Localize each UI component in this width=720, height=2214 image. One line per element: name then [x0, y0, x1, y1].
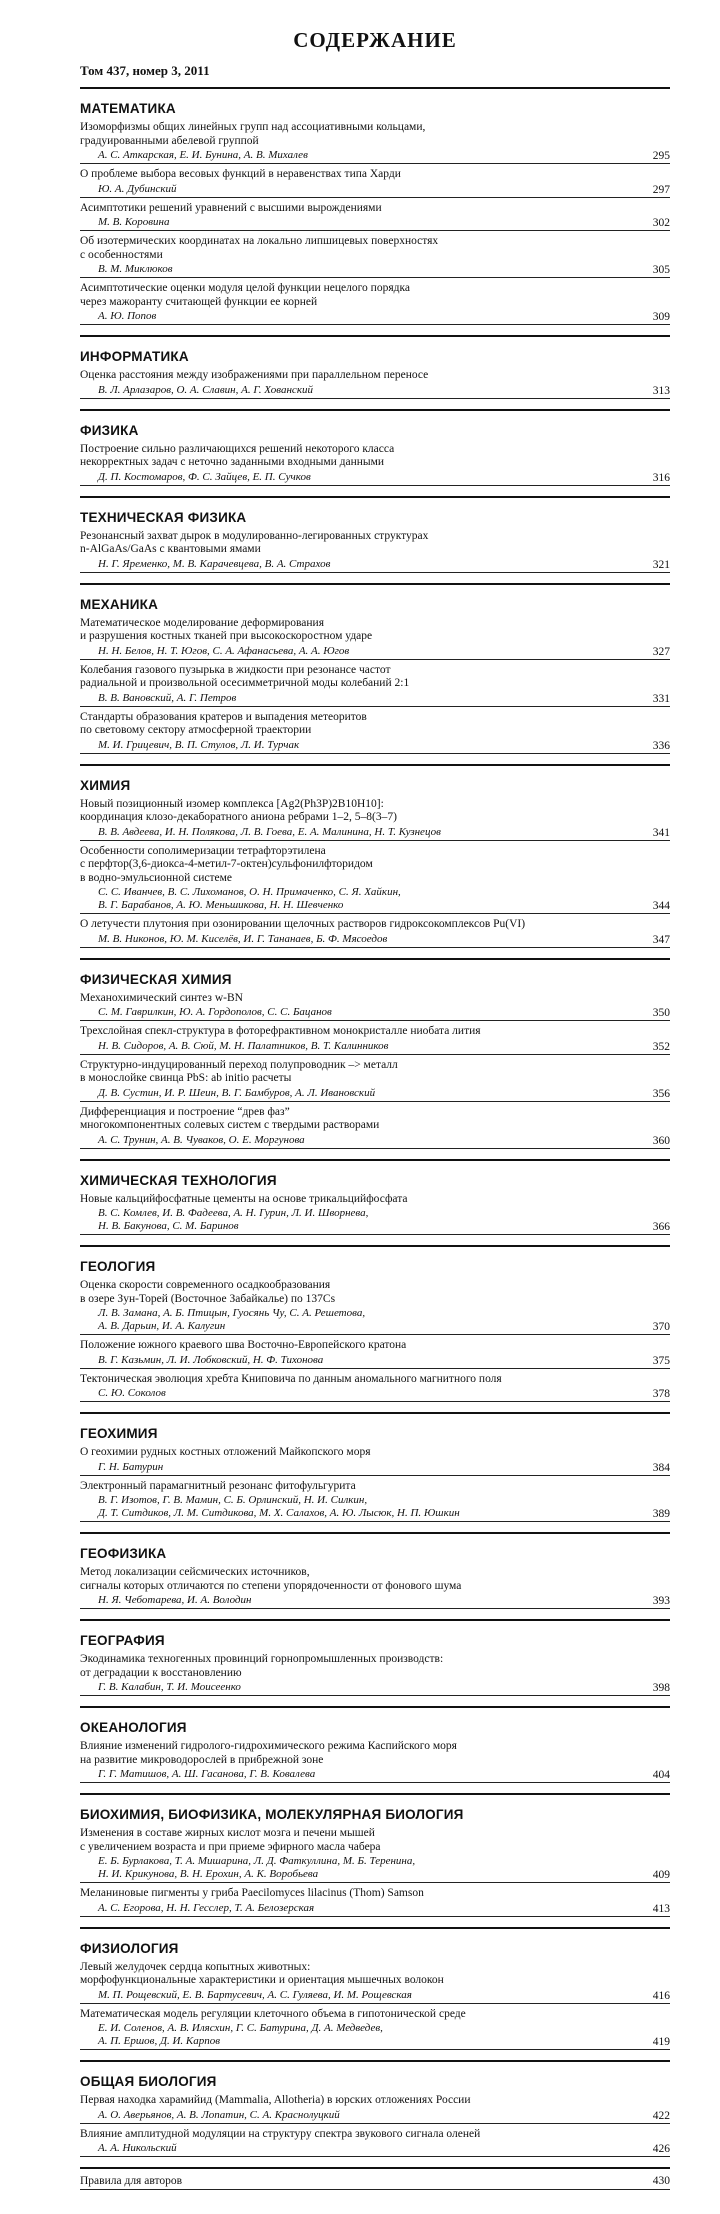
- article-page-number: 426: [652, 2143, 670, 2155]
- article-page-number: 393: [652, 1595, 670, 1607]
- article-authors: В. Г. Изотов, Г. В. Мамин, С. Б. Орлинский, Н. И. Силкин, Д. Т. Ситдиков, Л. М. Ситдикова, М. Х. Салахов, А. Ю. Лысюк, Н. П. Юшкин: [98, 1494, 460, 1519]
- article-page-number: 416: [652, 1989, 670, 2002]
- article-entry[interactable]: [80, 1653, 670, 1696]
- article-title: Влияние изменений гидролого-гидрохимического режима Каспийского моря на развитие микроводорослей в прибрежной зоне: [80, 1740, 457, 1766]
- article-entry[interactable]: [80, 1193, 670, 1236]
- authors-row: [80, 644, 670, 660]
- article-entry[interactable]: [80, 664, 670, 707]
- article-entry[interactable]: [80, 711, 670, 754]
- article-page-number: 413: [652, 1902, 670, 1915]
- article-title: Асимптотики решений уравнений с высшими вырождениями: [80, 201, 382, 214]
- article-authors: С. М. Гаврилкин, Ю. А. Гордополов, С. С. Бацанов: [98, 1006, 332, 1018]
- article-authors: В. М. Миклюков: [98, 263, 173, 275]
- page-title: СОДЕРЖАНИЕ: [293, 28, 457, 52]
- article-entry[interactable]: [80, 1025, 670, 1055]
- article-authors: С. С. Иванчев, В. С. Лихоманов, О. Н. Примаченко, С. Я. Хайкин, В. Г. Барабанов, А. Ю. Меньшикова, Н. Н. Шевченко: [98, 886, 401, 911]
- article-title: Математическое моделирование деформирования и разрушения костных тканей при высокоскоростном ударе: [80, 616, 373, 642]
- authors-row: [80, 1386, 670, 1402]
- article-page-number: 341: [652, 826, 670, 839]
- article-title: Механохимический синтез w-BN: [80, 991, 243, 1004]
- article-page-number: 360: [652, 1134, 670, 1147]
- authors-row: [80, 262, 670, 278]
- article-authors: В. В. Вановский, А. Г. Петров: [98, 691, 237, 704]
- section-title: ОКЕАНОЛОГИЯ: [80, 1720, 187, 1735]
- article-entry[interactable]: [80, 1480, 670, 1523]
- authors-row: [80, 182, 670, 198]
- section-title: МАТЕМАТИКА: [80, 101, 176, 116]
- article-page-number: 344: [652, 900, 670, 912]
- article-entry[interactable]: [80, 235, 670, 278]
- section: [80, 1161, 670, 1248]
- article-entry[interactable]: [80, 369, 670, 399]
- article-authors: В. Г. Казьмин, Л. И. Лобковский, Н. Ф. Тихонова: [98, 1353, 324, 1366]
- article-entry[interactable]: [80, 992, 670, 1022]
- article-page-number: 356: [652, 1087, 670, 1100]
- article-authors: Ю. А. Дубинский: [98, 182, 177, 195]
- section: [80, 1795, 670, 1929]
- authors-row: [80, 1039, 670, 1055]
- section-title: МЕХАНИКА: [80, 596, 159, 612]
- section-title: ГЕОФИЗИКА: [80, 1546, 167, 1561]
- authors-row: [80, 691, 670, 707]
- article-authors: М. В. Коровина: [98, 216, 170, 228]
- article-title: Дифференциация и построение “древ фаз” многокомпонентных солевых систем с твердыми растворами: [80, 1105, 380, 1131]
- article-page-number: 404: [652, 1769, 670, 1781]
- article-title: Структурно-индуцированный переход полупроводник –> металл в монослойке свинца PbS: ab initio расчеты: [80, 1058, 398, 1084]
- article-entry[interactable]: [80, 798, 670, 841]
- article-authors: Д. В. Сустин, И. Р. Шеин, В. Г. Бамбуров, А. Л. Ивановский: [98, 1086, 376, 1099]
- section: [80, 1534, 670, 1621]
- article-title: Об изотермических координатах на локально липшицевых поверхностях с особенностями: [80, 235, 439, 261]
- article-entry[interactable]: [80, 1566, 670, 1609]
- article-authors: Г. Г. Матишов, А. Ш. Гасанова, Г. В. Ковалева: [98, 1768, 316, 1780]
- article-title: Колебания газового пузырька в жидкости при резонансе частот радиальной и произвольной осесимметричной моды колебаний 2:1: [80, 663, 410, 689]
- article-authors: М. П. Рощевский, Е. В. Бартусевич, А. С. Гуляева, И. М. Рощевская: [98, 1988, 412, 2001]
- article-authors: А. С. Аткарская, Е. И. Бунина, А. В. Михалев: [98, 149, 308, 161]
- authors-row: [80, 1133, 670, 1149]
- article-title: Первая находка харамийид (Mammalia, Allotheria) в юрских отложениях России: [80, 2094, 471, 2106]
- article-page-number: 352: [652, 1040, 670, 1053]
- article-title: Влияние амплитудной модуляции на структуру спектра звукового сигнала оленей: [80, 2127, 481, 2140]
- authors-row: [80, 148, 670, 164]
- section-title: ХИМИЯ: [80, 777, 131, 793]
- article-authors: А. С. Егорова, Н. Н. Гесслер, Т. А. Белозерская: [98, 1901, 315, 1914]
- article-authors: Е. И. Соленов, А. В. Илясхин, Г. С. Батурина, Д. А. Медведев, А. П. Ершов, Д. И. Карпов: [98, 2022, 383, 2047]
- article-entry[interactable]: [80, 2128, 670, 2158]
- article-entry[interactable]: [80, 1106, 670, 1149]
- article-authors: А. А. Никольский: [98, 2142, 177, 2154]
- authors-row: [80, 470, 670, 486]
- authors-row: [80, 1680, 670, 1696]
- article-page-number: 398: [652, 1682, 670, 1694]
- article-authors: В. В. Авдеева, И. Н. Полякова, Л. В. Гоева, Е. А. Малинина, Н. Т. Кузнецов: [98, 825, 441, 838]
- section: [80, 585, 670, 766]
- section-title: ГЕОГРАФИЯ: [80, 1633, 165, 1648]
- authors-row: [80, 1086, 670, 1102]
- section: [80, 960, 670, 1161]
- article-authors: Е. Б. Бурлакова, Т. А. Мишарина, Л. Д. Фаткуллина, М. Б. Теренина, Н. И. Крикунова, В. Н. Ерохин, А. К. Воробьева: [98, 1855, 416, 1880]
- article-title: Меланиновые пигменты у гриба Paecilomyces lilacinus (Thom) Samson: [80, 1887, 424, 1899]
- article-authors: В. С. Комлев, И. В. Фадеева, А. Н. Гурин, Л. И. Шворнева, Н. В. Бакунова, С. М. Баринов: [98, 1207, 369, 1232]
- article-page-number: 313: [652, 384, 670, 397]
- article-page-number: 375: [652, 1354, 670, 1367]
- article-title: Построение сильно различающихся решений некоторого класса некорректных задач с неточно заданными входными данными: [80, 442, 395, 468]
- authors-row: [80, 1901, 670, 1917]
- section: [80, 1929, 670, 2063]
- article-page-number: 309: [652, 311, 670, 323]
- article-title: Положение южного краевого шва Восточно-Европейского кратона: [80, 1339, 407, 1351]
- article-page-number: 302: [652, 217, 670, 229]
- section: [80, 1247, 670, 1414]
- section-title: БИОХИМИЯ, БИОФИЗИКА, МОЛЕКУЛЯРНАЯ БИОЛОГИЯ: [80, 1807, 464, 1822]
- article-entry[interactable]: [80, 282, 670, 325]
- authors-row: [80, 1005, 670, 1021]
- article-title: О проблеме выбора весовых функций в неравенствах типа Харди: [80, 168, 401, 180]
- article-entry[interactable]: [80, 1373, 670, 1403]
- authors-row: [80, 1460, 670, 1476]
- article-page-number: 297: [652, 183, 670, 196]
- authors-row: [80, 825, 670, 841]
- article-entry[interactable]: [80, 530, 670, 573]
- article-entry[interactable]: [80, 918, 670, 948]
- article-page-number: 327: [652, 645, 670, 658]
- article-page-number: 370: [652, 1321, 670, 1333]
- section-title: ФИЗИОЛОГИЯ: [80, 1940, 179, 1956]
- article-authors: Н. Я. Чеботарева, И. А. Володин: [98, 1594, 252, 1606]
- section-title: ХИМИЧЕСКАЯ ТЕХНОЛОГИЯ: [80, 1172, 277, 1188]
- authors-row: [80, 2108, 670, 2124]
- authors-row: [80, 1306, 670, 1335]
- section: [80, 89, 670, 337]
- article-authors: Г. В. Калабин, Т. И. Моисеенко: [98, 1681, 241, 1693]
- authors-row: [80, 215, 670, 231]
- article-authors: М. В. Никонов, Ю. М. Киселёв, И. Г. Тананаев, Б. Ф. Мясоедов: [98, 932, 388, 945]
- article-entry[interactable]: [80, 1887, 670, 1917]
- section: [80, 1708, 670, 1795]
- article-authors: А. Ю. Попов: [98, 310, 157, 322]
- article-authors: Л. В. Замана, А. Б. Птицын, Гуосянь Чу, С. А. Решетова, А. В. Дарьин, И. А. Калугин: [98, 1307, 366, 1332]
- article-entry[interactable]: [80, 1279, 670, 1335]
- authors-row: [80, 885, 670, 914]
- article-entry[interactable]: [80, 2008, 670, 2051]
- rules-label: Правила для авторов: [80, 2175, 183, 2187]
- article-authors: Г. Н. Батурин: [98, 1460, 164, 1473]
- article-page-number: 384: [652, 1461, 670, 1474]
- article-page-number: 295: [652, 150, 670, 162]
- article-entry[interactable]: [80, 845, 670, 915]
- section-title: ГЕОХИМИЯ: [80, 1426, 158, 1441]
- article-authors: Н. Г. Яременко, М. В. Карачевцева, В. А. Страхов: [98, 557, 331, 570]
- article-entry[interactable]: [80, 2094, 670, 2124]
- rules-page-number: 430: [652, 2175, 670, 2187]
- article-entry[interactable]: [80, 1961, 670, 2004]
- article-title: Резонансный захват дырок в модулированно-легированных структурах n-AlGaAs/GaAs с квантовыми ямами: [80, 529, 429, 555]
- article-entry[interactable]: [80, 1827, 670, 1883]
- authors-row: [80, 1854, 670, 1883]
- authors-row: [80, 2021, 670, 2050]
- section: [80, 2062, 670, 2169]
- authors-row: [80, 1767, 670, 1783]
- volume-info: Том 437, номер 3, 2011: [80, 63, 210, 78]
- authors-row: [80, 557, 670, 573]
- article-page-number: 305: [652, 264, 670, 276]
- authors-row: [80, 1353, 670, 1369]
- article-authors: Н. В. Сидоров, А. В. Сюй, М. Н. Палатников, В. Т. Калинников: [98, 1039, 389, 1052]
- article-entry[interactable]: [80, 1446, 670, 1476]
- authors-row: [80, 1988, 670, 2004]
- article-page-number: 350: [652, 1007, 670, 1019]
- article-page-number: 378: [652, 1388, 670, 1400]
- article-page-number: 316: [652, 471, 670, 484]
- article-title: О летучести плутония при озонировании щелочных растворов гидроксокомплексов Pu(VI): [80, 918, 526, 930]
- article-entry[interactable]: [80, 443, 670, 486]
- article-title: Оценка расстояния между изображениями при параллельном переносе: [80, 369, 429, 381]
- section-title: ТЕХНИЧЕСКАЯ ФИЗИКА: [80, 509, 247, 525]
- article-title: Изменения в составе жирных кислот мозга и печени мышей с увеличением возраста и при приеме эфирного масла чабера: [80, 1827, 381, 1853]
- article-entry[interactable]: [80, 202, 670, 232]
- section: [80, 498, 670, 585]
- article-page-number: 336: [652, 739, 670, 752]
- article-page-number: 409: [652, 1869, 670, 1881]
- article-page-number: 389: [652, 1508, 670, 1520]
- article-authors: Н. Н. Белов, Н. Т. Югов, С. А. Афанасьева, А. А. Югов: [98, 644, 350, 657]
- section-title: ИНФОРМАТИКА: [80, 349, 189, 364]
- article-title: Тектоническая эволюция хребта Книповича по данным аномального магнитного поля: [80, 1372, 502, 1385]
- article-authors: Д. П. Костомаров, Ф. С. Зайцев, Е. П. Сучков: [98, 470, 311, 483]
- article-entry[interactable]: [80, 1339, 670, 1369]
- article-page-number: 419: [652, 2036, 670, 2048]
- article-authors: В. Л. Арлазаров, О. А. Славин, А. Г. Хованский: [98, 383, 313, 396]
- section: [80, 411, 670, 498]
- article-title: Новый позиционный изомер комплекса [Ag2(Ph3P)2B10H10]: координация клозо-декаборатного аниона ребрами 1–2, 5–8(3–7): [80, 797, 397, 823]
- article-title: Трехслойная спекл-структура в фоторефрактивном монокристалле ниобата лития: [80, 1025, 481, 1037]
- article-entry[interactable]: [80, 121, 670, 164]
- article-authors: А. О. Аверьянов, А. В. Лопатин, С. А. Краснолуцкий: [98, 2108, 340, 2121]
- article-title: Асимптотические оценки модуля целой функции нецелого порядка через мажоранту считающей функции ее корней: [80, 282, 410, 308]
- authors-row: [80, 2141, 670, 2157]
- article-title: Экодинамика техногенных провинций горнопромышленных производств: от деградации к восстановлению: [80, 1653, 444, 1679]
- article-title: Изоморфизмы общих линейных групп над ассоциативными кольцами, градуированными абелевой группой: [80, 121, 426, 147]
- article-title: Метод локализации сейсмических источников, сигналы которых отличаются по степени упорядоченности от фонового шума: [80, 1566, 462, 1592]
- article-page-number: 366: [652, 1221, 670, 1233]
- article-entry[interactable]: [80, 1740, 670, 1783]
- article-title: Новые кальцийфосфатные цементы на основе трикальцийфосфата: [80, 1192, 408, 1205]
- article-entry[interactable]: [80, 617, 670, 660]
- authors-row: [80, 738, 670, 754]
- contents-page: [80, 28, 670, 2190]
- section: [80, 1414, 670, 1534]
- authors-row: [80, 932, 670, 948]
- authors-row: [80, 1493, 670, 1522]
- article-title: Электронный парамагнитный резонанс фитофульгурита: [80, 1479, 356, 1492]
- article-title: Математическая модель регуляции клеточного объема в гипотонической среде: [80, 2007, 466, 2020]
- article-entry[interactable]: [80, 168, 670, 198]
- authors-row: [80, 309, 670, 325]
- authors-row: [80, 383, 670, 399]
- article-page-number: 347: [652, 933, 670, 946]
- authors-row: [80, 1206, 670, 1235]
- authors-row: [80, 1593, 670, 1609]
- article-title: О геохимии рудных костных отложений Майкопского моря: [80, 1446, 371, 1458]
- authors-rules-entry[interactable]: [80, 2169, 670, 2190]
- article-page-number: 422: [652, 2109, 670, 2122]
- article-authors: А. С. Трунин, А. В. Чуваков, О. Е. Моргунова: [98, 1133, 305, 1146]
- article-title: Оценка скорости современного осадкообразования в озере Зун-Торей (Восточное Забайкалье) по 137Cs: [80, 1279, 336, 1305]
- sections-list: [80, 89, 670, 2169]
- section-title: ФИЗИЧЕСКАЯ ХИМИЯ: [80, 971, 232, 987]
- article-page-number: 321: [652, 558, 670, 571]
- article-title: Стандарты образования кратеров и выпадения метеоритов по световому сектору атмосферной траектории: [80, 710, 367, 736]
- article-title: Особенности сополимеризации тетрафторэтилена с перфтор(3,6-диокса-4-метил-7-октен)сульфонилфторидом в водно-эмульсионной системе: [80, 844, 373, 884]
- article-authors: М. И. Грицевич, В. П. Стулов, Л. И. Турчак: [98, 738, 300, 751]
- section-title: ОБЩАЯ БИОЛОГИЯ: [80, 2074, 217, 2089]
- section-title: ФИЗИКА: [80, 422, 139, 438]
- section: [80, 1621, 670, 1708]
- article-authors: С. Ю. Соколов: [98, 1387, 166, 1399]
- section-title: ГЕОЛОГИЯ: [80, 1259, 156, 1274]
- section: [80, 766, 670, 960]
- article-entry[interactable]: [80, 1059, 670, 1102]
- article-page-number: 331: [652, 692, 670, 705]
- article-title: Левый желудочек сердца копытных животных: морфофункциональные характеристики и ориентация мышечных волокон: [80, 1960, 444, 1986]
- section: [80, 337, 670, 411]
